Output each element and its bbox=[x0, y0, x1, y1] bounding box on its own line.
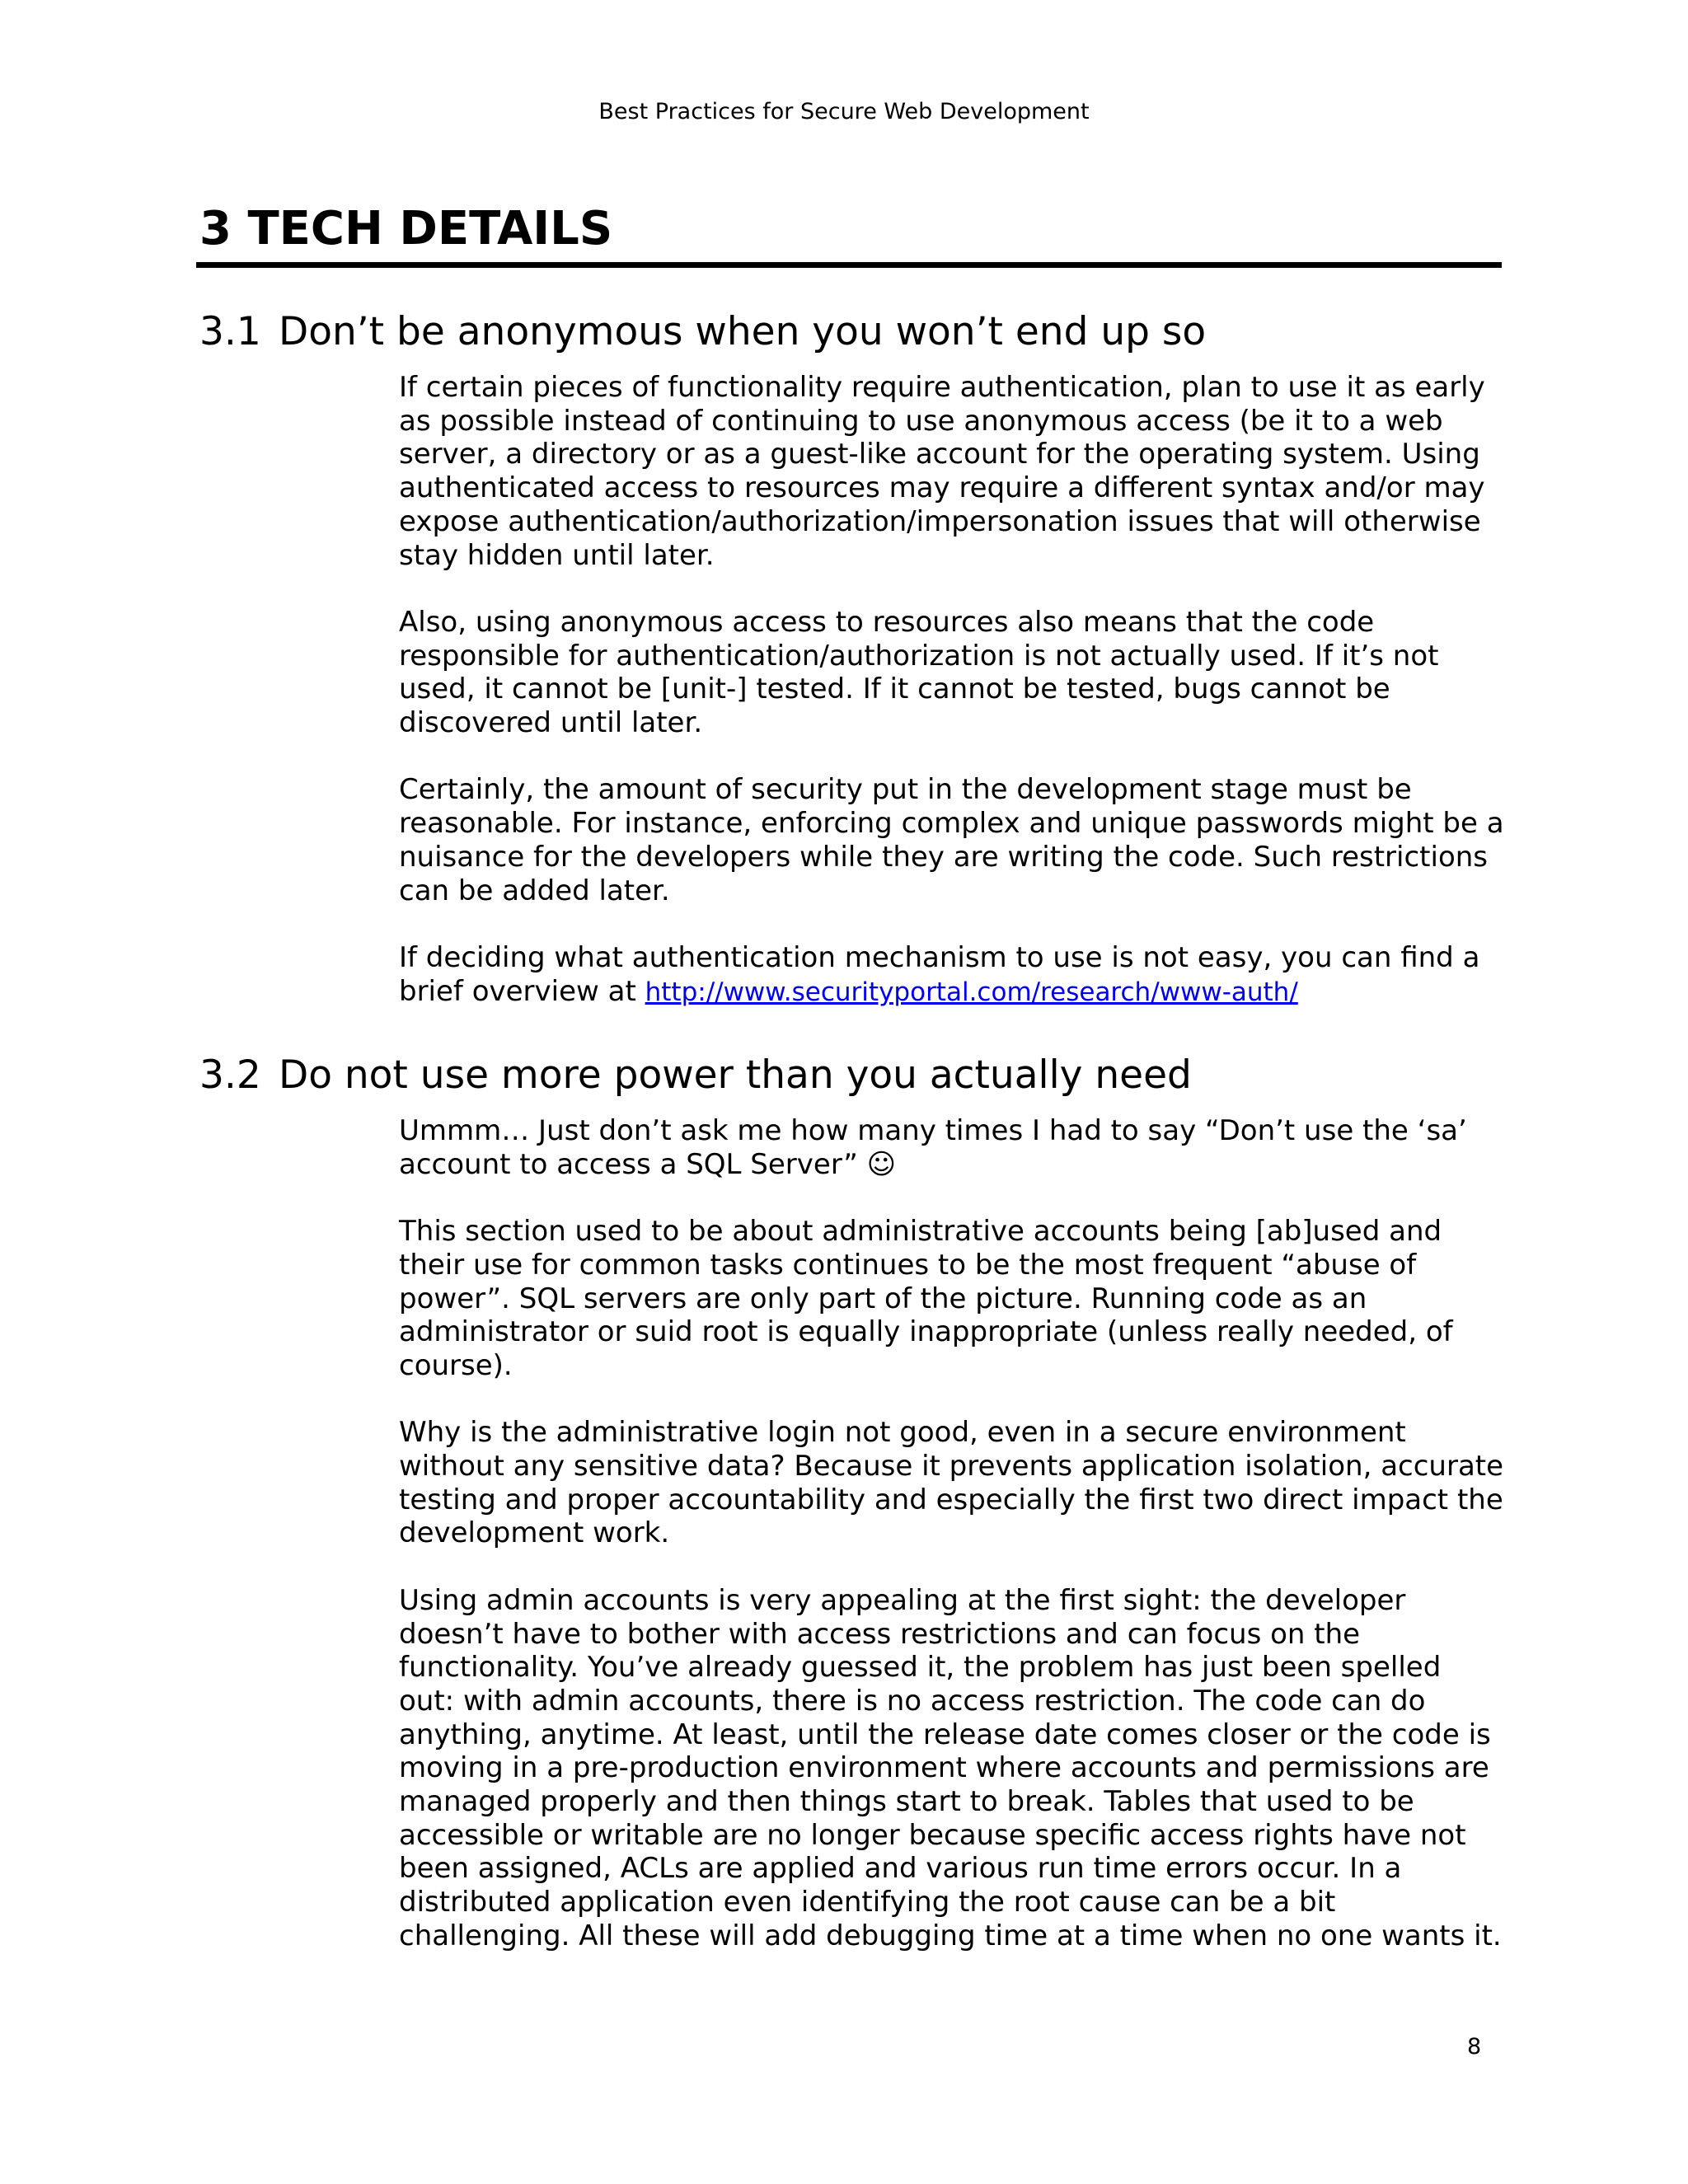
text-line: administrator or suid root is equally inappropriate (unless really needed, of bbox=[399, 1315, 1453, 1349]
text-line: expose authentication/authorization/impersonation issues that will otherwise bbox=[399, 504, 1481, 538]
link-prefix: brief overview at bbox=[399, 974, 645, 1008]
text-line: reasonable. For instance, enforcing complex and unique passwords might be a bbox=[399, 807, 1504, 841]
text-line: authenticated access to resources may require a different syntax and/or may bbox=[399, 471, 1485, 505]
text-line: functionality. You’ve already guessed it, the problem has just been spelled bbox=[399, 1651, 1442, 1685]
paragraph bbox=[399, 1215, 1503, 1383]
text-line: without any sensitive data? Because it prevents application isolation, accurate bbox=[399, 1450, 1504, 1483]
section-3-2-body bbox=[399, 1114, 1503, 1953]
text-line: stay hidden until later. bbox=[399, 538, 715, 572]
text-line: Using admin accounts is very appealing at the first sight: the developer bbox=[399, 1583, 1406, 1617]
section-number: 3.1 bbox=[199, 309, 261, 354]
paragraph bbox=[399, 371, 1503, 572]
text-line: power”. SQL servers are only part of the picture. Running code as an bbox=[399, 1282, 1367, 1315]
text-line: If certain pieces of functionality require authentication, plan to use it as early bbox=[399, 371, 1485, 404]
text-line: doesn’t have to bother with access restrictions and can focus on the bbox=[399, 1617, 1361, 1651]
section-3-1-body bbox=[399, 371, 1503, 1009]
text-line: This section used to be about administrative accounts being [ab]used and bbox=[399, 1215, 1442, 1249]
text-line: If deciding what authentication mechanism to use is not easy, you can find a bbox=[399, 940, 1480, 974]
chapter-heading: 3 TECH DETAILS bbox=[196, 196, 1502, 268]
text-line: out: with admin accounts, there is no access restriction. The code can do bbox=[399, 1684, 1426, 1718]
text-line: can be added later. bbox=[399, 874, 670, 907]
text-line: accessible or writable are no longer because specific access rights have not bbox=[399, 1818, 1466, 1852]
text-line: as possible instead of continuing to use anonymous access (be it to a web bbox=[399, 404, 1443, 438]
securityportal-link[interactable]: http://www.securityportal.com/research/www-auth/ bbox=[645, 977, 1298, 1007]
section-heading-3-2 bbox=[199, 1052, 1192, 1099]
section-number: 3.2 bbox=[199, 1052, 261, 1098]
paragraph bbox=[399, 1114, 1503, 1181]
text-line: testing and proper accountability and especially the first two direct impact the bbox=[399, 1483, 1503, 1516]
text-line: account to access a SQL Server” ☺ bbox=[399, 1147, 897, 1181]
text-line: responsible for authentication/authorization is not actually used. If it’s not bbox=[399, 639, 1439, 673]
text-line: anything, anytime. At least, until the release date comes closer or the code is bbox=[399, 1718, 1491, 1751]
text-line: Also, using anonymous access to resources also means that the code bbox=[399, 605, 1375, 639]
section-title-text: Do not use more power than you actually need bbox=[279, 1052, 1192, 1098]
section-heading-3-1 bbox=[199, 308, 1206, 356]
text-line: Ummm… Just don’t ask me how many times I had to say “Don’t use the ‘sa’ bbox=[399, 1114, 1467, 1147]
text-line: course). bbox=[399, 1348, 513, 1382]
text-line bbox=[399, 975, 1503, 1010]
paragraph bbox=[399, 1416, 1503, 1550]
paragraph bbox=[399, 1584, 1503, 1953]
section-title-text: Don’t be anonymous when you won’t end up so bbox=[279, 309, 1207, 354]
text-line: distributed application even identifying the root cause can be a bit bbox=[399, 1886, 1336, 1919]
paragraph bbox=[399, 606, 1503, 740]
text-line: server, a directory or as a guest-like account for the operating system. Using bbox=[399, 438, 1480, 471]
text-line: challenging. All these will add debugging time at a time when no one wants it. bbox=[399, 1919, 1502, 1952]
paragraph bbox=[399, 941, 1503, 1009]
paragraph bbox=[399, 773, 1503, 907]
text-line: used, it cannot be [unit-] tested. If it cannot be tested, bugs cannot be bbox=[399, 673, 1390, 706]
text-line: Certainly, the amount of security put in the development stage must be bbox=[399, 773, 1412, 807]
text-line: been assigned, ACLs are applied and various run time errors occur. In a bbox=[399, 1852, 1402, 1886]
running-header: Best Practices for Secure Web Development bbox=[598, 99, 1090, 124]
text-line: Why is the administrative login not good, even in a secure environment bbox=[399, 1416, 1406, 1450]
text-line: development work. bbox=[399, 1516, 670, 1550]
text-line: managed properly and then things start to break. Tables that used to be bbox=[399, 1785, 1414, 1819]
text-line: their use for common tasks continues to be the most frequent “abuse of bbox=[399, 1248, 1417, 1282]
text-line: discovered until later. bbox=[399, 706, 703, 740]
text-line: nuisance for the developers while they are writing the code. Such restrictions bbox=[399, 840, 1489, 874]
page-number: 8 bbox=[1467, 2034, 1482, 2060]
text-line: moving in a pre-production environment where accounts and permissions are bbox=[399, 1751, 1489, 1785]
